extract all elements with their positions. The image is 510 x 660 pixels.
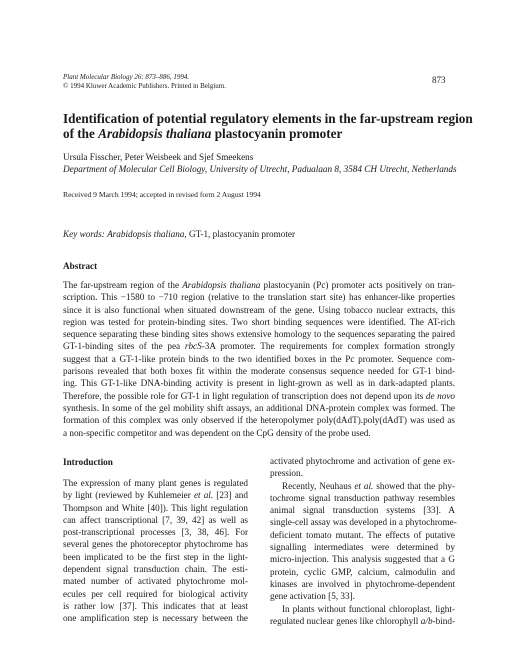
- text-line: Recently, Neuhaus et al. showed that the phy-: [282, 480, 455, 491]
- text-line: Therefore, the possible role for GT-1 in light regulation of transcription does not depend upon its de novo: [63, 390, 455, 401]
- text-line: one amplification step is necessary between the: [63, 613, 248, 624]
- text-line: formation of this complex was only observed if the heteropolymer poly(dAdT).poly(dAdT) was used as: [63, 415, 455, 426]
- text-line: animal signal transduction systems [33]. A: [270, 505, 455, 516]
- paper-title: [63, 111, 473, 141]
- authors: Ursula Fisscher, Peter Weisbeek and Sjef Smeekens: [63, 152, 254, 162]
- text-line: scription. This −1580 to −710 region (relative to the translation start site) has enhancer-like properties: [63, 292, 455, 303]
- received-dates: Received 9 March 1994; accepted in revised form 2 August 1994: [63, 190, 261, 199]
- keywords-label: Key words:: [63, 229, 105, 239]
- abstract-body: [63, 279, 455, 439]
- text-line: by light (reviewed by Kuhlemeier et al. [23] and: [63, 490, 248, 501]
- text-line: Thompson and White [40]). This light regulation: [63, 502, 248, 513]
- text-line: suggest that a GT-1-like protein binds to the two identified boxes in the Pc promoter. Sequence com-: [63, 353, 455, 364]
- text-line: The expression of many plant genes is regulated: [63, 478, 248, 488]
- text-line: parisons revealed that both boxes fit within the moderate consensus sequence needed for GT-1 bind-: [63, 366, 455, 377]
- journal-citation: Plant Molecular Biology 26: 873–886, 1994.: [63, 73, 190, 81]
- text-line: signalling intermediates were determined by: [270, 542, 455, 553]
- text-line: can affect transcriptional [7, 39, 42] as well as: [63, 514, 248, 525]
- text-line: regulated nuclear genes like chlorophyll a/b-bind-: [270, 615, 455, 626]
- title-line: of the Arabidopsis thaliana plastocyanin promoter: [63, 126, 343, 141]
- text-line: region was tested for protein-binding sites. Two short binding sequences were identified. The AT-rich: [63, 316, 455, 327]
- text-line: dependent signal transduction chain. The esti-: [63, 564, 248, 575]
- text-line: a non-specific competitor and was dependent on the CpG density of the probe used.: [63, 427, 371, 438]
- introduction-right-column: [270, 455, 455, 627]
- text-line: gene activation [5, 33].: [270, 591, 355, 602]
- text-line: ecules per cell required for biological activity: [63, 588, 248, 599]
- text-line: post-transcriptional processes [3, 38, 46]. For: [63, 527, 248, 538]
- keywords-text: Arabidopsis thaliana, GT-1, plastocyanin promoter: [107, 229, 296, 239]
- text-line: activated phytochrome and activation of gene ex-: [270, 456, 455, 466]
- text-line: protein, cyclic GMP, calcium, calmodulin and: [270, 566, 455, 577]
- text-line: ing. This GT-1-like DNA-binding activity is present in light-grown as well as in dark-adapted plants.: [63, 378, 455, 389]
- text-line: In plants without functional chloroplast, light-: [282, 603, 455, 614]
- introduction-left-column: [63, 477, 248, 625]
- text-line: deficient tomato mutant. The effects of putative: [270, 529, 455, 540]
- text-line: sequence separating these binding sites shows extensive homology to the sequences separating the paired: [63, 329, 455, 340]
- text-line: pression.: [270, 468, 303, 479]
- text-line: micro-injection. This analysis suggested that a G: [270, 554, 455, 565]
- text-line: since it is also functional when situated downstream of the gene. Using tobacco nuclear extracts, this: [63, 304, 455, 315]
- page-number: 873: [432, 75, 446, 85]
- abstract-heading: Abstract: [63, 261, 98, 271]
- text-line: The far-upstream region of the Arabidopsis thaliana plastocyanin (Pc) promoter acts positively on tran-: [63, 280, 455, 290]
- copyright-line: © 1994 Kluwer Academic Publishers. Printed in Belgium.: [63, 82, 226, 90]
- title-line: Identification of potential regulatory elements in the far-upstream region: [63, 111, 473, 126]
- affiliation: Department of Molecular Cell Biology, University of Utrecht, Padualaan 8, 3584 CH Utrecht, Netherlands: [63, 164, 457, 174]
- text-line: several genes the photoreceptor phytochrome has: [63, 539, 248, 550]
- text-line: kinases are involved in phytochrome-dependent: [270, 578, 455, 589]
- text-line: synthesis. In some of the gel mobility shift assays, an additional DNA-protein complex was formed. The: [63, 402, 455, 413]
- text-line: single-cell assay was developed in a phytochrome-: [270, 517, 457, 528]
- introduction-heading: Introduction: [63, 457, 113, 467]
- text-line: tochrome signal transduction pathway resembles: [270, 492, 455, 503]
- text-line: been implicated to be the first step in the light-: [63, 551, 248, 562]
- text-line: is rather low [37]. This indicates that at least: [63, 600, 248, 611]
- keywords: [63, 229, 295, 239]
- text-line: GT-1-binding sites of the pea rbcS-3A promoter. The requirements for complex formation strongly: [63, 341, 455, 352]
- text-line: mated number of activated phytochrome mol-: [63, 576, 248, 587]
